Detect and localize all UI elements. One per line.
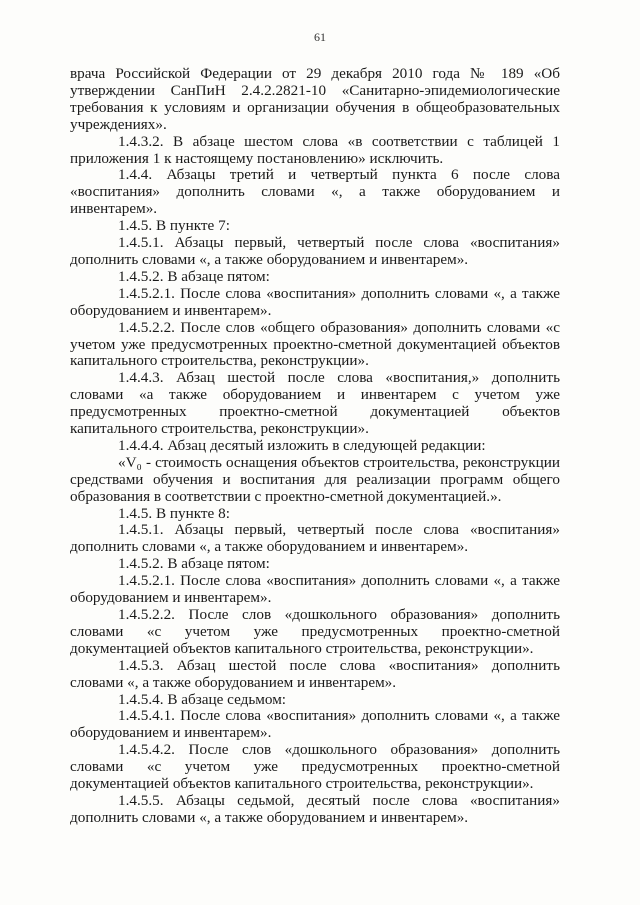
- paragraph: 1.4.5.2. В абзаце пятом:: [118, 555, 270, 573]
- paragraph: 1.4.5.5. Абзацы седьмой, десятый после слова «воспитания» дополнить словами «, а также оборудованием и инвентарем».: [70, 791, 560, 826]
- paragraph: 1.4.5.2.2. После слов «общего образования» дополнить словами «с учетом уже предусмотренных проектно-сметной документацией объектов капитального строительства, реконструкции».: [70, 318, 560, 370]
- paragraph: «V₀ - стоимость оснащения объектов строительства, реконструкции средствами обучения и воспитания для реализации программ общего образования в соответствии с проектно-сметной документацией.».: [70, 453, 560, 505]
- paragraph: 1.4.5.2.2. После слов «дошкольного образования» дополнить словами «с учетом уже предусмотренных проектно-сметной документацией объектов капитального строительства, реконструкции».: [70, 606, 560, 657]
- document-body: [70, 66, 560, 827]
- paragraph: 1.4.5. В пункте 7:: [118, 217, 230, 235]
- paragraph: 1.4.5.4.1. После слова «воспитания» дополнить словами «, а также оборудованием и инвентарем».: [70, 707, 560, 742]
- paragraph: врача Российской Федерации от 29 декабря 2010 года № 189 «Об утверждении СанПиН 2.4.2.2821-10 «Санитарно-эпидемиологические требования к условиям и организации обучения в общеобразовательных учреждениях».: [70, 65, 560, 133]
- paragraph: 1.4.5.3. Абзац шестой после слова «воспитания» дополнить словами «, а также оборудованием и инвентарем».: [70, 656, 560, 691]
- paragraph: 1.4.4.3. Абзац шестой после слова «воспитания,» дополнить словами «а также оборудованием и инвентарем с учетом уже предусмотренных проектно-сметной документацией объектов капитального строительства, реконструкции».: [70, 369, 560, 438]
- paragraph: 1.4.4. Абзацы третий и четвертый пункта 6 после слова «воспитания» дополнить словами «, а также оборудованием и инвентарем».: [70, 166, 560, 218]
- paragraph: 1.4.5.1. Абзацы первый, четвертый после слова «воспитания» дополнить словами «, а также оборудованием и инвентарем».: [70, 234, 560, 268]
- page-number: 61: [314, 30, 326, 44]
- paragraph: 1.4.5.4.2. После слов «дошкольного образования» дополнить словами «с учетом уже предусмотренных проектно-сметной документацией объектов капитального строительства, реконструкции».: [70, 741, 560, 793]
- paragraph: 1.4.5.1. Абзацы первый, четвертый после слова «воспитания» дополнить словами «, а также оборудованием и инвентарем».: [70, 521, 560, 556]
- paragraph: 1.4.5. В пункте 8:: [118, 504, 230, 522]
- paragraph: 1.4.5.2. В абзаце пятом:: [118, 267, 270, 285]
- paragraph: 1.4.3.2. В абзаце шестом слова «в соответствии с таблицей 1 приложения 1 к настоящему постановлению» исключить.: [70, 132, 560, 167]
- paragraph: 1.4.5.2.1. После слова «воспитания» дополнить словами «, а также оборудованием и инвентарем».: [70, 572, 560, 607]
- paragraph: 1.4.4.4. Абзац десятый изложить в следующей редакции:: [118, 436, 486, 454]
- paragraph: 1.4.5.2.1. После слова «воспитания» дополнить словами «, а также оборудованием и инвентарем».: [70, 284, 560, 319]
- paragraph: 1.4.5.4. В абзаце седьмом:: [118, 690, 287, 708]
